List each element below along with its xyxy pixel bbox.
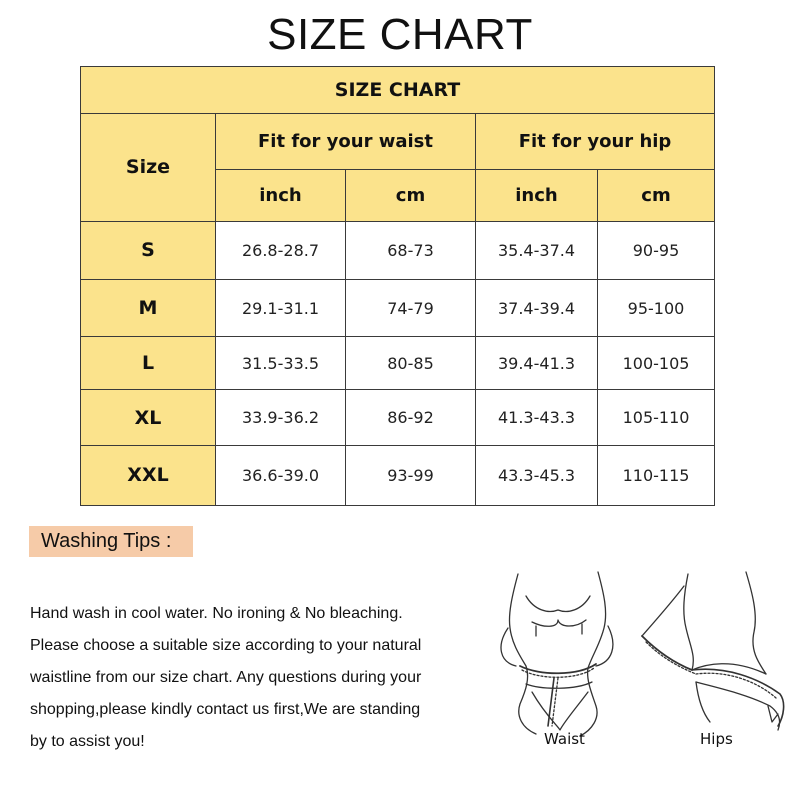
size-label: M <box>81 279 216 336</box>
waist-cm-cell: 93-99 <box>346 445 476 505</box>
size-label: XL <box>81 390 216 445</box>
hip-inch-cell: 41.3-43.3 <box>476 390 598 445</box>
washing-tips-text <box>30 598 490 758</box>
table-banner: SIZE CHART <box>81 67 715 114</box>
hip-inch-cell: 43.3-45.3 <box>476 445 598 505</box>
waist-inch-header: inch <box>216 170 346 221</box>
hip-cm-cell: 95-100 <box>598 279 715 336</box>
table-row <box>81 337 715 390</box>
hip-inch-header: inch <box>476 170 598 221</box>
waist-inch-cell: 31.5-33.5 <box>216 337 346 390</box>
tips-line: by to assist you! <box>30 733 145 750</box>
waist-cm-cell: 74-79 <box>346 279 476 336</box>
waist-inch-cell: 33.9-36.2 <box>216 390 346 445</box>
hip-inch-cell: 39.4-41.3 <box>476 337 598 390</box>
hip-cm-cell: 100-105 <box>598 337 715 390</box>
hip-inch-cell: 37.4-39.4 <box>476 279 598 336</box>
tips-line: shopping,please kindly contact us first,We are standing <box>30 701 421 718</box>
size-label: L <box>81 337 216 390</box>
hips-label: Hips <box>700 730 733 748</box>
waist-inch-cell: 29.1-31.1 <box>216 279 346 336</box>
size-column-header: Size <box>81 114 216 221</box>
tips-line: waistline from our size chart. Any questions during your <box>30 669 422 686</box>
washing-tips-label: Washing Tips : <box>29 526 193 557</box>
waist-label: Waist <box>544 730 585 748</box>
page-title: SIZE CHART <box>267 10 533 59</box>
waist-cm-header: cm <box>346 170 476 221</box>
hips-figure <box>642 572 784 730</box>
table-row <box>81 279 715 336</box>
table-row <box>81 221 715 279</box>
hip-cm-cell: 110-115 <box>598 445 715 505</box>
waist-inch-cell: 36.6-39.0 <box>216 445 346 505</box>
waist-cm-cell: 86-92 <box>346 390 476 445</box>
table-row <box>81 445 715 505</box>
hip-cm-header: cm <box>598 170 715 221</box>
size-label: XXL <box>81 445 216 505</box>
waist-group-header: Fit for your waist <box>216 114 476 170</box>
tips-line: Please choose a suitable size according to your natural <box>30 637 422 654</box>
waist-inch-cell: 26.8-28.7 <box>216 221 346 279</box>
tips-line: Hand wash in cool water. No ironing & No bleaching. <box>30 605 403 622</box>
hip-cm-cell: 90-95 <box>598 221 715 279</box>
hip-cm-cell: 105-110 <box>598 390 715 445</box>
size-label: S <box>81 221 216 279</box>
waist-cm-cell: 80-85 <box>346 337 476 390</box>
waist-cm-cell: 68-73 <box>346 221 476 279</box>
waist-figure <box>501 572 613 736</box>
hip-inch-cell: 35.4-37.4 <box>476 221 598 279</box>
hip-group-header: Fit for your hip <box>476 114 715 170</box>
table-row <box>81 390 715 445</box>
measurement-illustration <box>496 566 796 756</box>
measurement-figures-drawing <box>496 566 796 756</box>
size-chart-table <box>80 66 715 506</box>
